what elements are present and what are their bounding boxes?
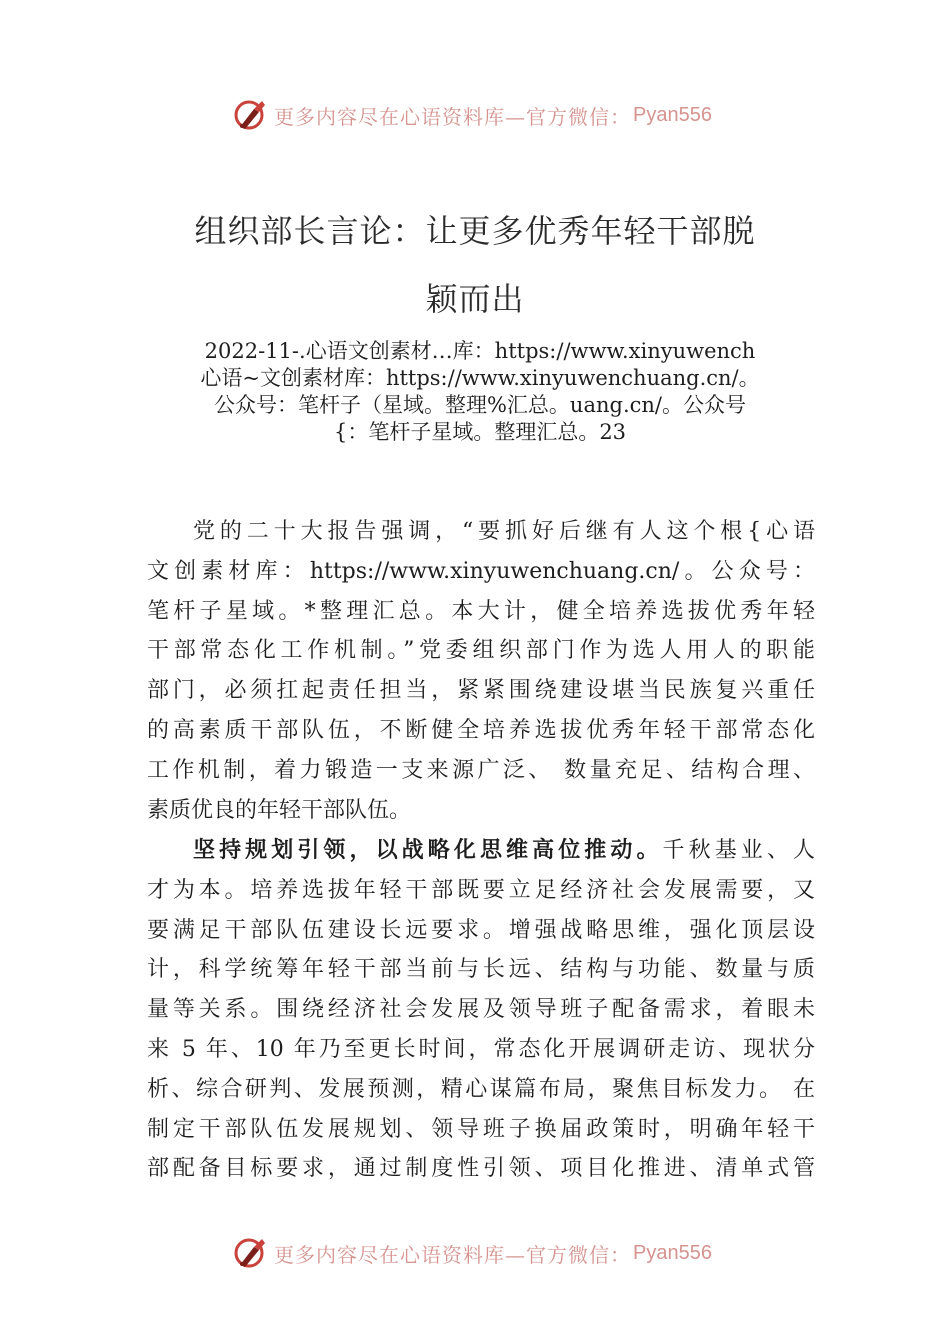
- paragraph-2: [147, 831, 815, 1189]
- paragraph-line: 才为本。培养选拔年轻干部既要立足经济社会发展需要，又: [147, 877, 815, 903]
- paragraph-line: 工作机制，着力锻造一支来源广泛、 数量充足、结构合理、: [147, 757, 815, 783]
- paragraph-bold-lead: 坚持规划引领，以战略化思维高位推动。: [193, 838, 663, 863]
- watermark-wechat-id: Pyan556: [633, 1241, 712, 1264]
- paragraph-1: [147, 512, 815, 830]
- meta-block: [150, 338, 810, 446]
- watermark-text: 更多内容尽在心语资料库—官方微信：: [274, 104, 631, 129]
- pen-logo-icon: [232, 1235, 268, 1271]
- meta-line: 2022-11-.心语文创素材…库：https://www.xinyuwench: [204, 339, 756, 363]
- paragraph-text: 千秋基业、人: [662, 838, 815, 863]
- paragraph-line: 计，科学统筹年轻干部当前与长远、结构与功能、数量与质: [147, 957, 815, 983]
- watermark-text: 更多内容尽在心语资料库—官方微信：: [274, 1242, 631, 1267]
- pen-logo-icon: [232, 97, 268, 133]
- meta-line: 公众号：笔杆子（星域。整理%汇总。uang.cn/。公众号: [213, 393, 746, 417]
- paragraph-line: 制定干部队伍发展规划、领导班子换届政策时，明确年轻干: [147, 1116, 815, 1142]
- paragraph-line: 干部常态化工作机制。”党委组织部门作为选人用人的职能: [147, 638, 815, 664]
- paragraph-line: [147, 831, 815, 871]
- page-title-line-1: 组织部长言论：让更多优秀年轻干部脱: [194, 212, 756, 250]
- paragraph-line: 量等关系。围绕经济社会发展及领导班子配备需求，着眼未: [147, 997, 815, 1023]
- paragraph-line: 要满足干部队伍建设长远要求。增强战略思维，强化顶层设: [147, 917, 815, 943]
- paragraph-line: 部配备目标要求，通过制度性引领、项目化推进、清单式管: [147, 1156, 815, 1182]
- paragraph-line: 党的二十大报告强调，“要抓好后继有人这个根{心语: [193, 519, 815, 544]
- paragraph-line: 来 5 年、10 年乃至更长时间，常态化开展调研走访、现状分: [147, 1036, 815, 1062]
- paragraph-line: 素质优良的年轻干部队伍。: [147, 797, 412, 823]
- watermark-header: [232, 95, 712, 135]
- paragraph-line: 笔杆子星域。*整理汇总。本大计，健全培养选拔优秀年轻: [147, 598, 815, 624]
- watermark-footer: [232, 1233, 712, 1273]
- meta-line: {：笔杆子星域。整理汇总。23: [333, 420, 627, 444]
- paragraph-line: 文创素材库：https://www.xinyuwenchuang.cn/。公众号：: [147, 558, 815, 584]
- page-title-line-2: 颖而出: [425, 280, 525, 318]
- watermark-wechat-id: Pyan556: [633, 103, 712, 126]
- paragraph-line: 的高素质干部队伍，不断健全培养选拔优秀年轻干部常态化: [147, 717, 815, 743]
- paragraph-line: 部门，必须扛起责任担当，紧紧围绕建设堪当民族复兴重任: [147, 678, 815, 704]
- paragraph-line: 析、综合研判、发展预测，精心谋篇布局，聚焦目标发力。 在: [147, 1076, 815, 1102]
- meta-line: 心语~文创素材库：https://www.xinyuwenchuang.cn/。: [200, 366, 760, 390]
